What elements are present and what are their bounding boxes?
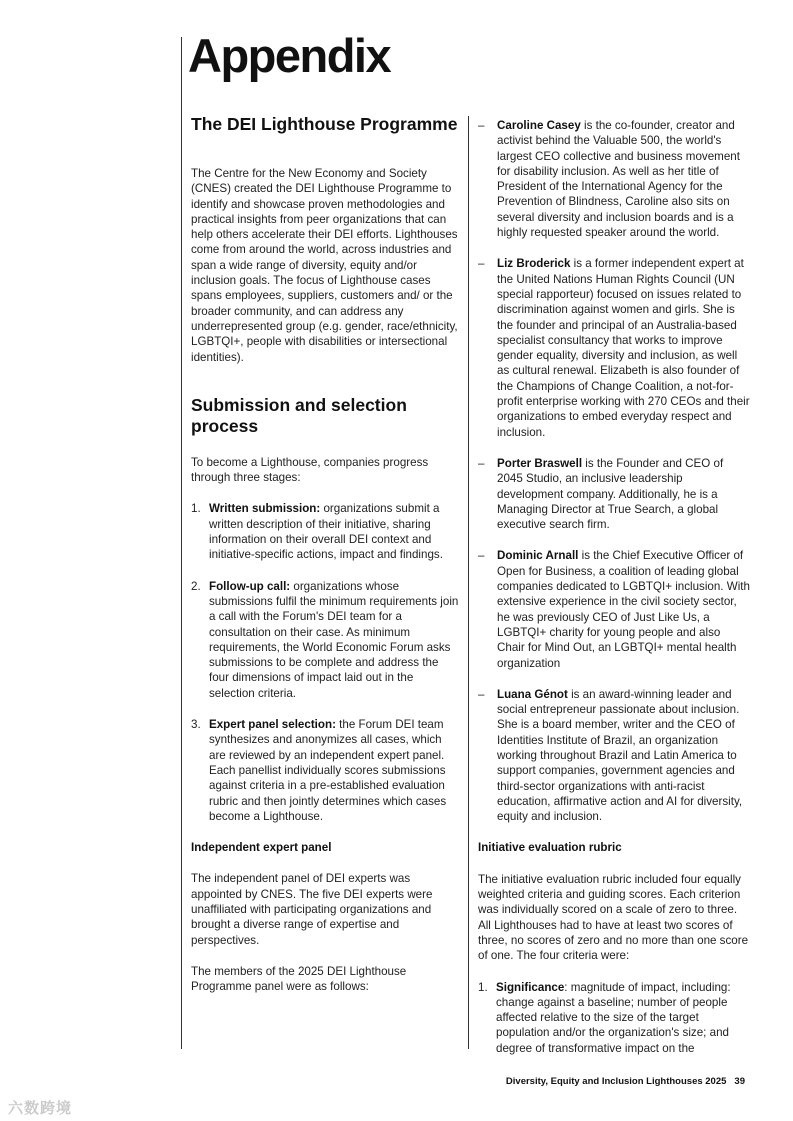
stage-number: 3.	[191, 718, 201, 732]
stage-text: the Forum DEI team synthesizes and anonymizes all cases, which are reviewed by an independent expert panel. Each panellist individually scores submissions against criteria in a pre-established evaluation rubric and then jointly determines which cases become a Lighthouse.	[209, 718, 447, 823]
criterion-label: Significance	[496, 980, 565, 994]
submission-heading: Submission and selection process	[191, 394, 407, 436]
page-number: 39	[734, 1076, 745, 1087]
member-name: Liz Broderick	[497, 257, 571, 271]
right-column	[478, 118, 750, 1056]
rubric-heading: Initiative evaluation rubric	[478, 841, 622, 855]
stage-text: organizations submit a written description of their initiative, sharing information on their overall DEI context and initiative-specific actions, impact and findings.	[209, 502, 443, 562]
page-footer	[506, 1076, 745, 1087]
stages-intro: To become a Lighthouse, companies progress through three stages:	[191, 455, 429, 485]
stage-item	[191, 501, 461, 562]
member-bio: is a former independent expert at the United Nations Human Rights Council (UN special rapporteur) focused on issues related to discrimination against women and girls. She is the founder and principal of an Australia-based specialist consultancy that works to improve gender equality, diversity and inclusion, as well as cultural renewal. Elizabeth is also founder of the Champions of Change Coalition, a not-for-profit enterprise working with 270 CEOs and their organizations to embed everyday respect and inclusion.	[497, 257, 750, 439]
left-column	[191, 114, 461, 994]
dash-bullet: –	[478, 549, 485, 563]
programme-paragraph: The Centre for the New Economy and Society (CNES) created the DEI Lighthouse Programme to identify and showcase proven methodologies and practical insights from peer organizations that can help others accelerate their DEI efforts. Lighthouses come from around the world, across industries and span a wide range of diversity, equity and/or inclusion goals. The focus of Lighthouse cases spans employees, suppliers, customers and/ or the broader community, and can address any underrepresented group (e.g. gender, race/ethnicity, LGBTQI+, people with disabilities or intersectional identities).	[191, 167, 458, 364]
stage-number: 2.	[191, 579, 201, 593]
page-title: Appendix	[188, 29, 391, 82]
member-name: Caroline Casey	[497, 119, 581, 132]
dash-bullet: –	[478, 257, 485, 271]
member-name: Luana Génot	[497, 687, 568, 701]
stage-item	[191, 579, 461, 701]
column-rule	[468, 116, 469, 1049]
panel-member	[478, 548, 750, 670]
stage-item	[191, 717, 461, 824]
panel-member	[478, 687, 750, 825]
rubric-paragraph: The initiative evaluation rubric included four equally weighted criteria and guiding scores. Each criterion was individually scored on a scale of zero to three. All Lighthouses had to have at least two scores of three, no scores of zero and no more than one score of one. The four criteria were:	[478, 872, 749, 963]
criterion-text: : magnitude of impact, including: change against a baseline; number of people affected relative to the size of the target population and/or the organization's size; and degree of transformative impact on the	[496, 980, 731, 1055]
dash-bullet: –	[478, 687, 485, 701]
panel-member	[478, 456, 750, 532]
dash-bullet: –	[478, 119, 485, 132]
stage-label: Written submission:	[209, 502, 321, 516]
criterion-number: 1.	[478, 980, 488, 994]
dash-bullet: –	[478, 456, 485, 470]
member-bio: is the co-founder, creator and activist behind the Valuable 500, the world's largest CEO collective and business movement for disability inclusion. As well as her title of President of the International Agency for the Prevention of Blindness, Caroline also sits on several diversity and inclusion boards and is a highly requested speaker around the world.	[497, 119, 740, 240]
stage-number: 1.	[191, 502, 201, 516]
panel-member	[478, 118, 750, 240]
stage-label: Follow-up call:	[209, 579, 291, 593]
stage-text: organizations whose submissions fulfil the minimum requirements join a call with the Forum's DEI team for a consultation on their case. As minimum requirements, the World Economic Forum asks submissions to be complete and address the four dimensions of impact laid out in the selection criteria.	[209, 579, 459, 700]
member-name: Dominic Arnall	[497, 549, 579, 563]
criterion-item	[478, 980, 750, 1056]
watermark: 六数跨境	[8, 1100, 73, 1117]
stage-label: Expert panel selection:	[209, 718, 336, 732]
footer-title: Diversity, Equity and Inclusion Lighthouses 2025	[505, 1076, 727, 1087]
panel-member	[478, 256, 750, 440]
programme-heading: The DEI Lighthouse Programme	[191, 114, 458, 134]
members-paragraph: The members of the 2025 DEI Lighthouse Programme panel were as follows:	[191, 964, 407, 994]
panel-paragraph: The independent panel of DEI experts was appointed by CNES. The five DEI experts were unaffiliated with participating organizations and brought a diverse range of expertise and perspectives.	[191, 872, 433, 947]
member-bio: is the Founder and CEO of 2045 Studio, an inclusive leadership development company. Additionally, he is a Managing Director at True Search, a global executive search firm.	[497, 456, 724, 532]
panel-heading: Independent expert panel	[191, 841, 332, 855]
member-bio: is an award-winning leader and social entrepreneur passionate about inclusion. She is a board member, writer and the CEO of Identities Institute of Brazil, an organization working throughout Brazil and Latin America to support companies, government agencies and third-sector organizations with anti-racist education, affirmative action and AI for diversity, equity and inclusion.	[497, 687, 743, 824]
member-bio: is the Chief Executive Officer of Open for Business, a coalition of leading global companies dedicated to LGBTQI+ inclusion. With extensive experience in the civil society sector, he was previously CEO of Just Like Us, a LGBTQI+ charity for young people and also Chair for Mind Out, an LGBTQI+ mental health organization	[497, 549, 750, 670]
member-name: Porter Braswell	[497, 456, 583, 470]
title-rule	[181, 37, 182, 1049]
